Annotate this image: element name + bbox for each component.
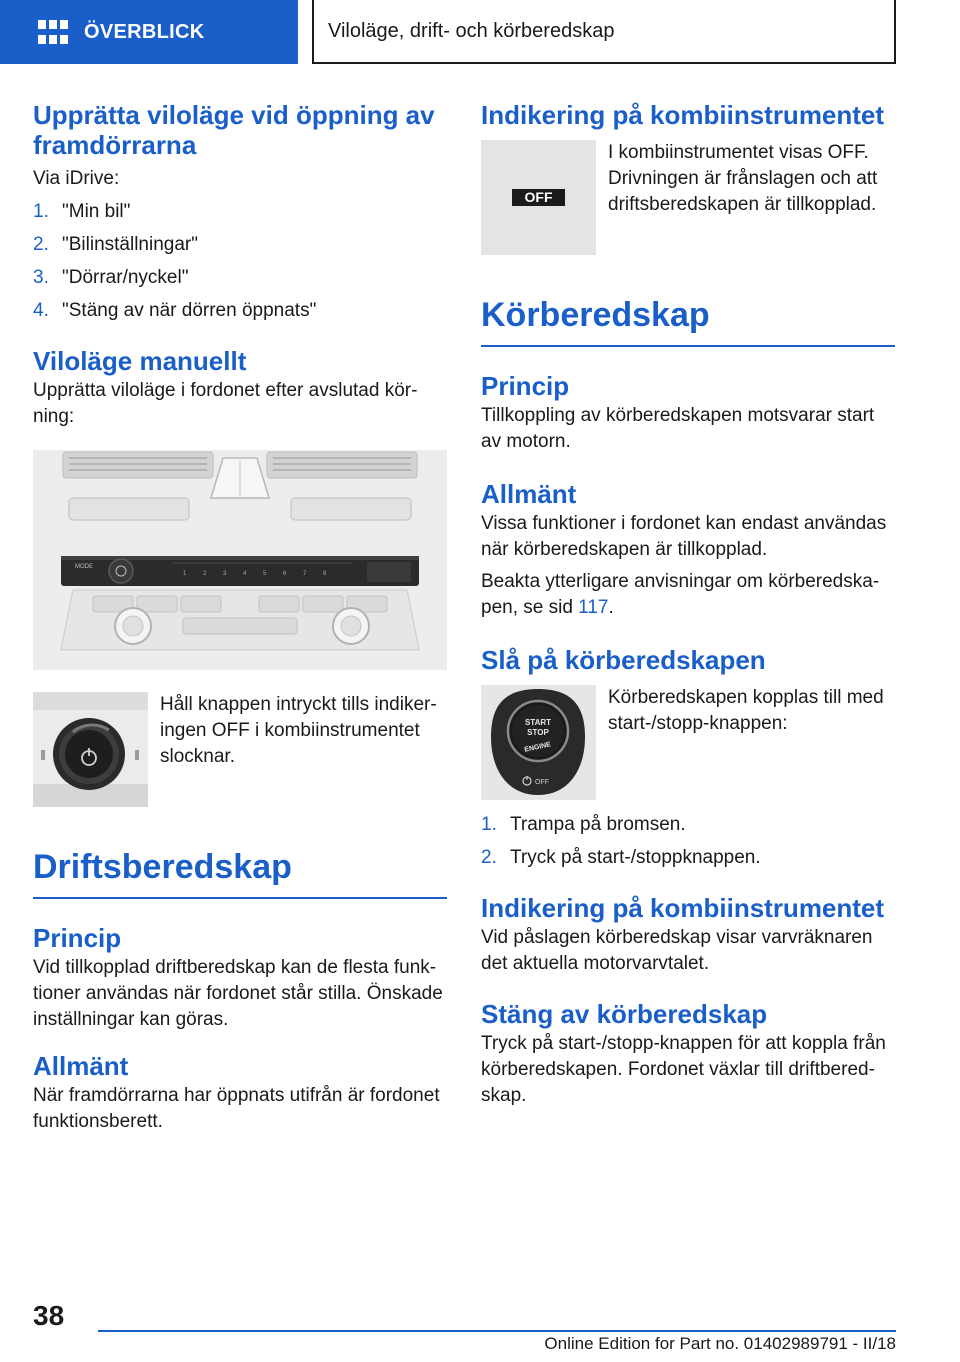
- off-indicator-image: [481, 140, 596, 255]
- section-heading-viloläge-dörrar: Upprätta viloläge vid öppning av framdörrarna: [33, 100, 435, 160]
- engine-label: ENGINE: [523, 741, 552, 754]
- idrive-intro: Via iDrive:: [33, 168, 120, 189]
- stop-label: STOP: [527, 728, 549, 737]
- step-number: 3.: [33, 267, 49, 288]
- off-indicator-label: OFF: [524, 189, 553, 205]
- step-text: "Bilinställningar": [62, 234, 198, 255]
- step-text: Tryck på start-/stoppknappen.: [510, 847, 761, 868]
- subheading-stang-av: Stäng av körberedskap: [481, 999, 768, 1029]
- section-heading-indikering: Indikering på kombiinstrumentet: [481, 100, 885, 130]
- preset-2: 2: [203, 571, 207, 577]
- list-item: [33, 232, 447, 258]
- allmant-text-2-suffix: .: [608, 597, 614, 618]
- list-item: [33, 298, 447, 324]
- step-number: 2.: [481, 847, 497, 868]
- list-item: [481, 812, 895, 838]
- idrive-steps: [33, 199, 447, 324]
- section-heading-viloläge-manuellt: Viloläge manuellt: [33, 346, 247, 376]
- chapter-title-box: [312, 0, 896, 64]
- grid-menu-icon: [38, 20, 68, 44]
- preset-3: 3: [223, 571, 227, 577]
- off-indicator-drawing: [481, 140, 596, 255]
- start-stop-drawing: [481, 685, 596, 800]
- preset-8: 8: [323, 571, 327, 577]
- power-knob-image: [33, 692, 148, 807]
- off-indicator-text: I kombiinstrumentet visas OFF. Drivningen är frånslagen och att driftsberedskapen är tillkopplad.: [608, 142, 878, 215]
- preset-6: 6: [283, 571, 287, 577]
- list-item: [33, 265, 447, 291]
- power-knob-row: [33, 692, 447, 807]
- step-number: 1.: [481, 814, 497, 835]
- start-stop-text: Körberedskapen kopplas till med start-/stopp-knappen:: [608, 687, 884, 734]
- korberedskap-allmant-text-1: Vissa funktioner i fordonet kan endast användas när körberedskapen är tillkopplad.: [481, 513, 887, 560]
- overview-tab-label: ÖVERBLICK: [84, 20, 205, 43]
- list-item: [481, 845, 895, 871]
- mode-label: MODE: [75, 564, 93, 570]
- step-text: "Stäng av när dörren öppnats": [62, 300, 317, 321]
- chapter-title: Viloläge, drift- och körberedskap: [328, 19, 615, 42]
- list-item: [33, 199, 447, 225]
- left-column: [33, 100, 447, 1135]
- preset-1: 1: [183, 571, 187, 577]
- korberedskap-princip-text: Tillkoppling av körberedskapen motsvarar start av motorn.: [481, 405, 875, 452]
- subheading-allmant: Allmänt: [481, 479, 577, 509]
- page-link-117[interactable]: 117: [578, 597, 609, 618]
- viloläge-manuellt-text: Upprätta viloläge i fordonet efter avslutad körning:: [33, 380, 418, 427]
- step-number: 1.: [33, 201, 49, 222]
- start-stop-row: [481, 685, 895, 800]
- preset-5: 5: [263, 571, 267, 577]
- power-knob-drawing: [33, 692, 148, 807]
- start-label: START: [524, 718, 552, 727]
- allmant-text-2-prefix: Beakta ytterligare anvisningar om körberedskapen, se sid: [481, 571, 880, 618]
- edition-footer: Online Edition for Part no. 01402989791 - II/18: [544, 1334, 896, 1353]
- chapter-heading-driftsberedskap: Driftsberedskap: [33, 847, 447, 899]
- subheading-indikering: Indikering på kombiinstrumentet: [481, 893, 885, 923]
- stang-av-text: Tryck på start-/stopp-knappen för att koppla från körberedskapen. Fordonet växlar till driftberedskap.: [481, 1033, 886, 1106]
- overview-tab[interactable]: [0, 0, 298, 64]
- step-text: "Min bil": [62, 201, 131, 222]
- step-text: "Dörrar/nyckel": [62, 267, 189, 288]
- step-number: 2.: [33, 234, 49, 255]
- indikering-text: Vid påslagen körberedskap visar varvräknaren det aktuella motorvarvtalet.: [481, 927, 873, 974]
- right-column: [481, 100, 895, 1109]
- start-stop-button-image: [481, 685, 596, 800]
- start-steps: [481, 812, 895, 871]
- subheading-sla-pa: Slå på körberedskapen: [481, 645, 766, 675]
- subheading-princip: Princip: [481, 371, 570, 401]
- dashboard-console-image: [33, 450, 447, 670]
- subheading-princip: Princip: [33, 923, 122, 953]
- chapter-heading-korberedskap: Körberedskap: [481, 295, 895, 347]
- step-number: 4.: [33, 300, 49, 321]
- dashboard-console-drawing: [33, 450, 447, 670]
- korberedskap-allmant-text-2: [481, 569, 895, 621]
- page-number: 38: [33, 1300, 65, 1331]
- off-indicator-row: [481, 140, 895, 255]
- driftsberedskap-princip-text: Vid tillkopplad driftberedskap kan de flesta funktioner användas när fordonet står stilla. Önskade inställningar kan göras.: [33, 957, 443, 1030]
- driftsberedskap-allmant-text: När framdörrarna har öppnats utifrån är fordonet funktionsberett.: [33, 1085, 440, 1132]
- power-knob-caption: Håll knappen intryckt tills indikeringen OFF i kombiinstrumentet slocknar.: [160, 694, 437, 767]
- off-small-label: OFF: [535, 779, 549, 786]
- step-text: Trampa på bromsen.: [510, 814, 686, 835]
- preset-7: 7: [303, 571, 307, 577]
- subheading-allmant: Allmänt: [33, 1051, 129, 1081]
- preset-4: 4: [243, 571, 247, 577]
- footer-divider: [98, 1330, 896, 1332]
